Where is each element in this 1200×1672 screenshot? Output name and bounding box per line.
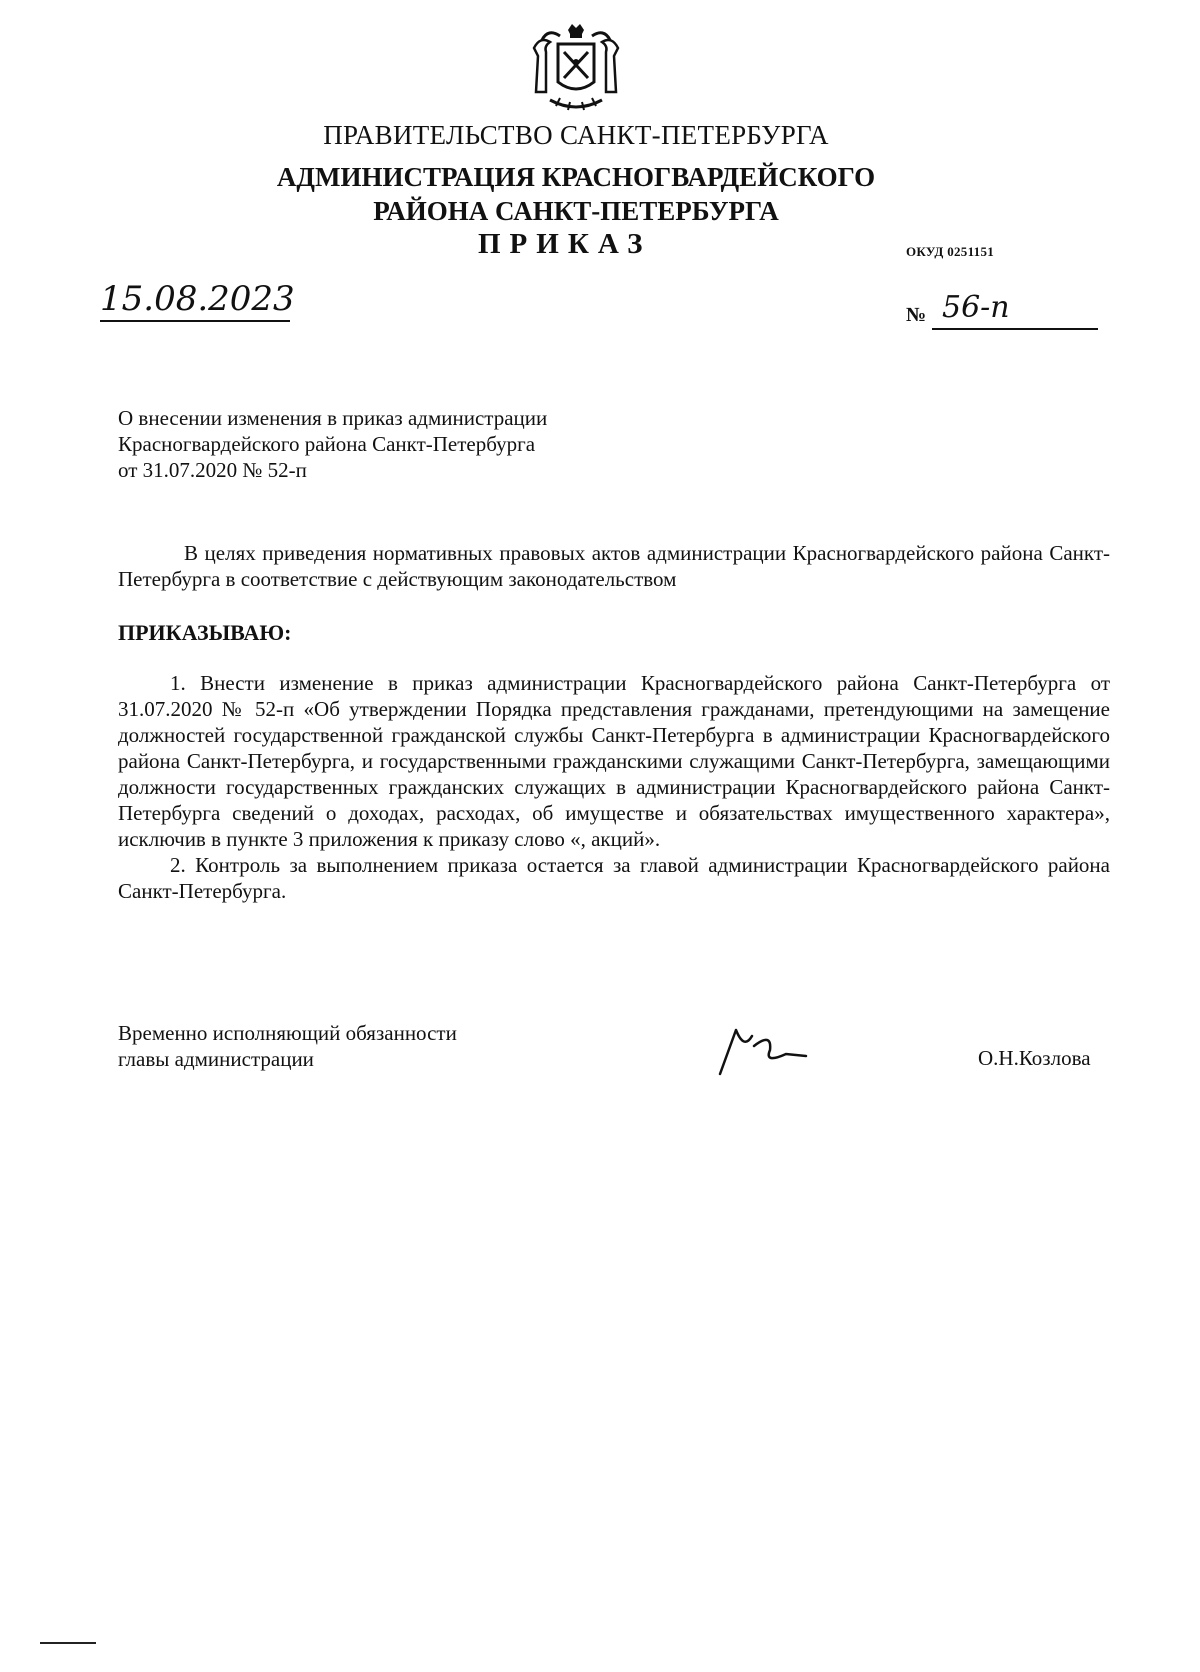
signatory-title-line1: Временно исполняющий обязанности: [118, 1021, 457, 1045]
order-subject: [118, 405, 608, 483]
signatory-name: О.Н.Козлова: [978, 1046, 1091, 1070]
footer-mark: [40, 1642, 96, 1644]
order-item: 1. Внести изменение в приказ администрации Красногвардейского района Санкт-Петербурга от 31.07.2020 № 52-п «Об утверждении Порядка представления гражданами, претендующими на замещение должностей государственной гражданской службы Санкт-Петербурга в администрации Красногвардейского района Санкт-Петербурга, и государственными гражданскими служащими Санкт-Петербурга, замещающими должности государственных гражданских служащих в администрации Красногвардейского района Санкт-Петербурга сведений о доходах, расходах, об имуществе и обязательствах имущественного характера», исключив в пункте 3 приложения к приказу слово «, акций».: [118, 671, 1110, 851]
subject-line: О внесении изменения в приказ администрации: [118, 406, 548, 430]
order-items: [118, 670, 1110, 904]
order-date: 15.08.2023: [100, 278, 290, 322]
document-type: ПРИКАЗ: [478, 228, 652, 260]
coat-of-arms-icon: [528, 22, 624, 114]
okud-code: ОКУД 0251151: [906, 244, 995, 259]
signatory-title: [118, 1020, 457, 1072]
preamble: В целях приведения нормативных правовых актов администрации Красногвардейского района Санкт-Петербурга в соответствие с действующим законодательством: [118, 541, 1110, 591]
number-sign: №: [906, 304, 927, 326]
order-number-value: 56-п: [942, 290, 1010, 325]
administration-name-line2: РАЙОНА САНКТ-ПЕТЕРБУРГА: [373, 196, 779, 226]
number-underline: [932, 328, 1098, 330]
handwritten-signature: [714, 1020, 818, 1080]
subject-line: от 31.07.2020 № 52-п: [118, 458, 307, 482]
subject-line: Красногвардейского района Санкт-Петербурга: [118, 432, 536, 456]
order-word: ПРИКАЗЫВАЮ:: [118, 620, 292, 645]
administration-name-line1: АДМИНИСТРАЦИЯ КРАСНОГВАРДЕЙСКОГО: [276, 162, 876, 192]
order-number: [906, 290, 1098, 330]
government-name: ПРАВИТЕЛЬСТВО САНКТ-ПЕТЕРБУРГА: [323, 120, 829, 150]
order-item: 2. Контроль за выполнением приказа остается за главой администрации Красногвардейского района Санкт-Петербурга.: [118, 853, 1110, 903]
administration-name: [0, 160, 1152, 228]
signatory-title-line2: главы администрации: [118, 1047, 314, 1071]
